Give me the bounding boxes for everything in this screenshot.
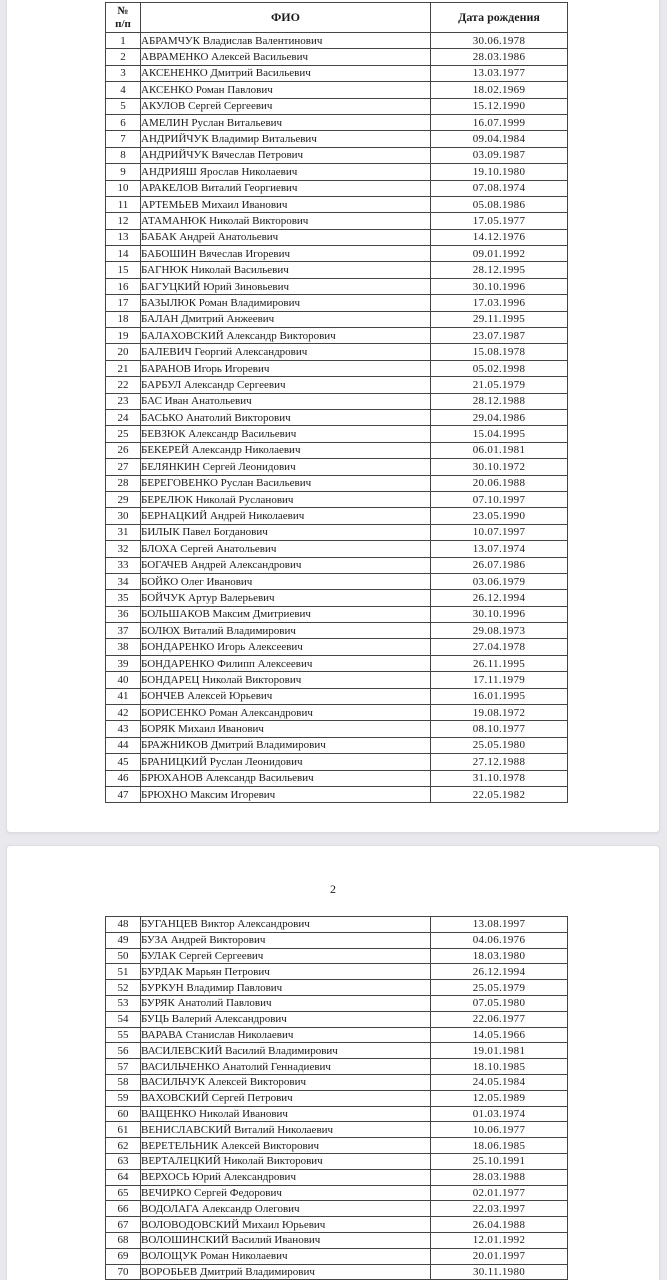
row-number: 22 xyxy=(106,377,141,393)
row-number: 33 xyxy=(106,557,141,573)
person-name: АМЕЛИН Руслан Витальевич xyxy=(141,114,431,130)
person-name: БОНДАРЕЦ Николай Викторович xyxy=(141,672,431,688)
birth-date: 24.05.1984 xyxy=(431,1074,568,1090)
table-row xyxy=(106,229,568,245)
person-name: БЕЛЯНКИН Сергей Леонидович xyxy=(141,459,431,475)
row-number: 1 xyxy=(106,33,141,49)
row-number: 44 xyxy=(106,737,141,753)
row-number: 35 xyxy=(106,590,141,606)
table-row xyxy=(106,672,568,688)
birth-date: 02.01.1977 xyxy=(431,1185,568,1201)
person-name: ВЕНИСЛАВСКИЙ Виталий Николаевич xyxy=(141,1122,431,1138)
person-name: БУГАНЦЕВ Виктор Александрович xyxy=(141,917,431,933)
row-number: 10 xyxy=(106,180,141,196)
birth-date: 22.03.1997 xyxy=(431,1201,568,1217)
table-row xyxy=(106,1153,568,1169)
birth-date: 09.04.1984 xyxy=(431,131,568,147)
birth-date: 03.09.1987 xyxy=(431,147,568,163)
table-row xyxy=(106,1027,568,1043)
row-number: 64 xyxy=(106,1169,141,1185)
table-row xyxy=(106,786,568,802)
table-row xyxy=(106,932,568,948)
person-name: ВЕЧИРКО Сергей Федорович xyxy=(141,1185,431,1201)
table-row xyxy=(106,623,568,639)
birth-date: 03.06.1979 xyxy=(431,573,568,589)
birth-date: 25.10.1991 xyxy=(431,1153,568,1169)
birth-date: 14.12.1976 xyxy=(431,229,568,245)
table-row xyxy=(106,82,568,98)
table-row xyxy=(106,409,568,425)
birth-date: 26.12.1994 xyxy=(431,964,568,980)
person-name: БОЙКО Олег Иванович xyxy=(141,573,431,589)
row-number: 63 xyxy=(106,1153,141,1169)
person-name: БРЮХНО Максим Игоревич xyxy=(141,786,431,802)
birth-date: 30.10.1996 xyxy=(431,278,568,294)
table-row xyxy=(106,508,568,524)
person-name: АНДРИЯШ Ярослав Николаевич xyxy=(141,164,431,180)
birth-date: 07.08.1974 xyxy=(431,180,568,196)
birth-date: 19.08.1972 xyxy=(431,705,568,721)
table-row xyxy=(106,475,568,491)
table-row xyxy=(106,754,568,770)
column-header-birthdate: Дата рождения xyxy=(431,3,568,33)
row-number: 59 xyxy=(106,1090,141,1106)
row-number: 19 xyxy=(106,328,141,344)
table-row xyxy=(106,65,568,81)
birth-date: 31.10.1978 xyxy=(431,770,568,786)
table-row xyxy=(106,360,568,376)
table-row xyxy=(106,1169,568,1185)
birth-date: 16.01.1995 xyxy=(431,688,568,704)
person-name: БУРЯК Анатолий Павлович xyxy=(141,995,431,1011)
row-number: 29 xyxy=(106,491,141,507)
row-number: 21 xyxy=(106,360,141,376)
table-row xyxy=(106,295,568,311)
roster-table-page-1 xyxy=(105,2,568,803)
row-number: 2 xyxy=(106,49,141,65)
birth-date: 28.12.1995 xyxy=(431,262,568,278)
table-row xyxy=(106,131,568,147)
person-name: БОРИСЕНКО Роман Александрович xyxy=(141,705,431,721)
row-number: 13 xyxy=(106,229,141,245)
row-number: 69 xyxy=(106,1248,141,1264)
person-name: БАГУЦКИЙ Юрий Зиновьевич xyxy=(141,278,431,294)
birth-date: 30.10.1996 xyxy=(431,606,568,622)
birth-date: 22.06.1977 xyxy=(431,1011,568,1027)
row-number: 46 xyxy=(106,770,141,786)
table-row xyxy=(106,688,568,704)
birth-date: 26.11.1995 xyxy=(431,655,568,671)
table-row xyxy=(106,393,568,409)
table-row xyxy=(106,196,568,212)
person-name: БОНДАРЕНКО Филипп Алексеевич xyxy=(141,655,431,671)
document-page-1 xyxy=(6,0,660,833)
birth-date: 28.03.1988 xyxy=(431,1169,568,1185)
person-name: БАСЬКО Анатолий Викторович xyxy=(141,409,431,425)
birth-date: 15.12.1990 xyxy=(431,98,568,114)
row-number: 27 xyxy=(106,459,141,475)
birth-date: 10.07.1997 xyxy=(431,524,568,540)
person-name: БАРАНОВ Игорь Игоревич xyxy=(141,360,431,376)
person-name: ВАСИЛЬЧЕНКО Анатолий Геннадиевич xyxy=(141,1059,431,1075)
table-row xyxy=(106,344,568,360)
person-name: ВОЛОЩУК Роман Николаевич xyxy=(141,1248,431,1264)
row-number: 31 xyxy=(106,524,141,540)
person-name: АБРАМЧУК Владислав Валентинович xyxy=(141,33,431,49)
person-name: ВАСИЛЬЧУК Алексей Викторович xyxy=(141,1074,431,1090)
row-number: 17 xyxy=(106,295,141,311)
table-row xyxy=(106,980,568,996)
person-name: БЕРЕЛЮК Николай Русланович xyxy=(141,491,431,507)
table-header-row xyxy=(106,3,568,33)
birth-date: 12.05.1989 xyxy=(431,1090,568,1106)
birth-date: 07.10.1997 xyxy=(431,491,568,507)
table-row xyxy=(106,246,568,262)
person-name: АНДРИЙЧУК Вячеслав Петрович xyxy=(141,147,431,163)
table-row xyxy=(106,459,568,475)
table-row xyxy=(106,541,568,557)
person-name: БЕРНАЦКИЙ Андрей Николаевич xyxy=(141,508,431,524)
birth-date: 13.07.1974 xyxy=(431,541,568,557)
person-name: БРЮХАНОВ Александр Васильевич xyxy=(141,770,431,786)
birth-date: 12.01.1992 xyxy=(431,1232,568,1248)
person-name: БОРЯК Михаил Иванович xyxy=(141,721,431,737)
person-name: ВАСИЛЕВСКИЙ Василий Владимирович xyxy=(141,1043,431,1059)
birth-date: 25.05.1980 xyxy=(431,737,568,753)
birth-date: 18.06.1985 xyxy=(431,1138,568,1154)
birth-date: 29.11.1995 xyxy=(431,311,568,327)
birth-date: 26.04.1988 xyxy=(431,1217,568,1233)
person-name: ВЕРХОСЬ Юрий Александрович xyxy=(141,1169,431,1185)
person-name: ВОРОБЬЕВ Дмитрий Владимирович xyxy=(141,1264,431,1280)
birth-date: 13.03.1977 xyxy=(431,65,568,81)
row-number: 65 xyxy=(106,1185,141,1201)
table-row xyxy=(106,573,568,589)
table-row xyxy=(106,770,568,786)
roster-table-page-2 xyxy=(105,916,568,1280)
person-name: БАБАК Андрей Анатольевич xyxy=(141,229,431,245)
person-name: БАЛЕВИЧ Георгий Александрович xyxy=(141,344,431,360)
person-name: БАБОШИН Вячеслав Игоревич xyxy=(141,246,431,262)
birth-date: 17.05.1977 xyxy=(431,213,568,229)
person-name: ВЕРТАЛЕЦКИЙ Николай Викторович xyxy=(141,1153,431,1169)
table-row xyxy=(106,524,568,540)
person-name: БЕРЕГОВЕНКО Руслан Васильевич xyxy=(141,475,431,491)
row-number: 47 xyxy=(106,786,141,802)
person-name: БОЛЬШАКОВ Максим Дмитриевич xyxy=(141,606,431,622)
table-row xyxy=(106,98,568,114)
row-number: 15 xyxy=(106,262,141,278)
row-number: 36 xyxy=(106,606,141,622)
birth-date: 23.07.1987 xyxy=(431,328,568,344)
person-name: ВАРАВА Станислав Николаевич xyxy=(141,1027,431,1043)
birth-date: 30.11.1980 xyxy=(431,1264,568,1280)
row-number: 23 xyxy=(106,393,141,409)
person-name: АНДРИЙЧУК Владимир Витальевич xyxy=(141,131,431,147)
table-row xyxy=(106,948,568,964)
row-number: 62 xyxy=(106,1138,141,1154)
row-number: 32 xyxy=(106,541,141,557)
person-name: БОГАЧЕВ Андрей Александрович xyxy=(141,557,431,573)
person-name: БУЗА Андрей Викторович xyxy=(141,932,431,948)
person-name: БЕВЗЮК Александр Васильевич xyxy=(141,426,431,442)
birth-date: 14.05.1966 xyxy=(431,1027,568,1043)
person-name: БАЛАН Дмитрий Анжеевич xyxy=(141,311,431,327)
row-number: 70 xyxy=(106,1264,141,1280)
person-name: БУРДАК Марьян Петрович xyxy=(141,964,431,980)
birth-date: 27.12.1988 xyxy=(431,754,568,770)
row-number: 6 xyxy=(106,114,141,130)
row-number: 7 xyxy=(106,131,141,147)
row-number: 5 xyxy=(106,98,141,114)
table-row xyxy=(106,1232,568,1248)
row-number: 3 xyxy=(106,65,141,81)
table-row xyxy=(106,590,568,606)
person-name: АРТЕМЬЕВ Михаил Иванович xyxy=(141,196,431,212)
person-name: БРАЖНИКОВ Дмитрий Владимирович xyxy=(141,737,431,753)
table-row xyxy=(106,1059,568,1075)
table-row xyxy=(106,262,568,278)
person-name: АВРАМЕНКО Алексей Васильевич xyxy=(141,49,431,65)
table-row xyxy=(106,557,568,573)
table-row xyxy=(106,1138,568,1154)
table-row xyxy=(106,1264,568,1280)
row-number: 55 xyxy=(106,1027,141,1043)
table-row xyxy=(106,114,568,130)
table-row xyxy=(106,328,568,344)
birth-date: 09.01.1992 xyxy=(431,246,568,262)
page-number-label: 2 xyxy=(330,882,336,896)
row-number: 68 xyxy=(106,1232,141,1248)
row-number: 26 xyxy=(106,442,141,458)
table-row xyxy=(106,1106,568,1122)
row-number: 28 xyxy=(106,475,141,491)
birth-date: 01.03.1974 xyxy=(431,1106,568,1122)
birth-date: 22.05.1982 xyxy=(431,786,568,802)
birth-date: 27.04.1978 xyxy=(431,639,568,655)
person-name: АКСЕНЕНКО Дмитрий Васильевич xyxy=(141,65,431,81)
roster-rows-page-1 xyxy=(106,33,568,803)
birth-date: 25.05.1979 xyxy=(431,980,568,996)
table-row xyxy=(106,964,568,980)
row-number: 34 xyxy=(106,573,141,589)
row-number: 24 xyxy=(106,409,141,425)
birth-date: 05.08.1986 xyxy=(431,196,568,212)
person-name: ВОЛОШИНСКИЙ Василий Иванович xyxy=(141,1232,431,1248)
row-number: 57 xyxy=(106,1059,141,1075)
birth-date: 26.07.1986 xyxy=(431,557,568,573)
birth-date: 21.05.1979 xyxy=(431,377,568,393)
table-row xyxy=(106,606,568,622)
row-number: 30 xyxy=(106,508,141,524)
person-name: БУЦЬ Валерий Александрович xyxy=(141,1011,431,1027)
birth-date: 18.10.1985 xyxy=(431,1059,568,1075)
column-header-number-line2: п/п xyxy=(115,17,131,30)
row-number: 40 xyxy=(106,672,141,688)
column-header-number-line1: № xyxy=(117,5,129,17)
row-number: 38 xyxy=(106,639,141,655)
person-name: АКСЕНКО Роман Павлович xyxy=(141,82,431,98)
row-number: 41 xyxy=(106,688,141,704)
person-name: БУРКУН Владимир Павлович xyxy=(141,980,431,996)
row-number: 52 xyxy=(106,980,141,996)
table-row xyxy=(106,639,568,655)
row-number: 18 xyxy=(106,311,141,327)
person-name: БОНЧЕВ Алексей Юрьевич xyxy=(141,688,431,704)
table-row xyxy=(106,1201,568,1217)
birth-date: 29.04.1986 xyxy=(431,409,568,425)
table-row xyxy=(106,1217,568,1233)
person-name: БАРБУЛ Александр Сергеевич xyxy=(141,377,431,393)
person-name: БОНДАРЕНКО Игорь Алексеевич xyxy=(141,639,431,655)
person-name: БОЙЧУК Артур Валерьевич xyxy=(141,590,431,606)
table-row xyxy=(106,1074,568,1090)
table-row xyxy=(106,442,568,458)
birth-date: 30.10.1972 xyxy=(431,459,568,475)
document-page-2 xyxy=(6,845,660,1280)
row-number: 37 xyxy=(106,623,141,639)
person-name: БЛОХА Сергей Анатольевич xyxy=(141,541,431,557)
table-row xyxy=(106,147,568,163)
birth-date: 04.06.1976 xyxy=(431,932,568,948)
person-name: АТАМАНЮК Николай Викторович xyxy=(141,213,431,229)
table-row xyxy=(106,737,568,753)
birth-date: 05.02.1998 xyxy=(431,360,568,376)
person-name: БУЛАК Сергей Сергеевич xyxy=(141,948,431,964)
person-name: БОЛЮХ Виталий Владимирович xyxy=(141,623,431,639)
table-row xyxy=(106,995,568,1011)
person-name: АКУЛОВ Сергей Сергеевич xyxy=(141,98,431,114)
person-name: ВОЛОВОДОВСКИЙ Михаил Юрьевич xyxy=(141,1217,431,1233)
person-name: БАС Иван Анатольевич xyxy=(141,393,431,409)
row-number: 51 xyxy=(106,964,141,980)
birth-date: 20.06.1988 xyxy=(431,475,568,491)
table-row xyxy=(106,1043,568,1059)
table-row xyxy=(106,426,568,442)
birth-date: 13.08.1997 xyxy=(431,917,568,933)
birth-date: 28.12.1988 xyxy=(431,393,568,409)
row-number: 53 xyxy=(106,995,141,1011)
birth-date: 08.10.1977 xyxy=(431,721,568,737)
row-number: 11 xyxy=(106,196,141,212)
row-number: 58 xyxy=(106,1074,141,1090)
row-number: 48 xyxy=(106,917,141,933)
row-number: 16 xyxy=(106,278,141,294)
roster-rows-page-2 xyxy=(106,917,568,1280)
birth-date: 20.01.1997 xyxy=(431,1248,568,1264)
row-number: 67 xyxy=(106,1217,141,1233)
birth-date: 23.05.1990 xyxy=(431,508,568,524)
table-row xyxy=(106,917,568,933)
birth-date: 16.07.1999 xyxy=(431,114,568,130)
row-number: 9 xyxy=(106,164,141,180)
birth-date: 10.06.1977 xyxy=(431,1122,568,1138)
row-number: 20 xyxy=(106,344,141,360)
table-row xyxy=(106,49,568,65)
row-number: 45 xyxy=(106,754,141,770)
birth-date: 30.06.1978 xyxy=(431,33,568,49)
row-number: 61 xyxy=(106,1122,141,1138)
table-row xyxy=(106,491,568,507)
birth-date: 29.08.1973 xyxy=(431,623,568,639)
birth-date: 18.03.1980 xyxy=(431,948,568,964)
table-row xyxy=(106,1122,568,1138)
row-number: 4 xyxy=(106,82,141,98)
birth-date: 19.10.1980 xyxy=(431,164,568,180)
birth-date: 15.08.1978 xyxy=(431,344,568,360)
birth-date: 26.12.1994 xyxy=(431,590,568,606)
birth-date: 06.01.1981 xyxy=(431,442,568,458)
table-row xyxy=(106,213,568,229)
row-number: 54 xyxy=(106,1011,141,1027)
table-row xyxy=(106,278,568,294)
person-name: ВАЩЕНКО Николай Иванович xyxy=(141,1106,431,1122)
birth-date: 28.03.1986 xyxy=(431,49,568,65)
row-number: 50 xyxy=(106,948,141,964)
row-number: 14 xyxy=(106,246,141,262)
table-row xyxy=(106,33,568,49)
birth-date: 19.01.1981 xyxy=(431,1043,568,1059)
table-row xyxy=(106,180,568,196)
row-number: 25 xyxy=(106,426,141,442)
table-row xyxy=(106,377,568,393)
row-number: 8 xyxy=(106,147,141,163)
birth-date: 07.05.1980 xyxy=(431,995,568,1011)
table-row xyxy=(106,1011,568,1027)
table-row xyxy=(106,655,568,671)
person-name: БИЛЫК Павел Богданович xyxy=(141,524,431,540)
row-number: 12 xyxy=(106,213,141,229)
table-row xyxy=(106,705,568,721)
table-row xyxy=(106,164,568,180)
table-row xyxy=(106,1185,568,1201)
table-row xyxy=(106,1248,568,1264)
person-name: ВЕРЕТЕЛЬНИК Алексей Викторович xyxy=(141,1138,431,1154)
person-name: ВОДОЛАГА Александр Олегович xyxy=(141,1201,431,1217)
person-name: БАГНЮК Николай Васильевич xyxy=(141,262,431,278)
birth-date: 15.04.1995 xyxy=(431,426,568,442)
row-number: 56 xyxy=(106,1043,141,1059)
person-name: ВАХОВСКИЙ Сергей Петрович xyxy=(141,1090,431,1106)
person-name: БЕКЕРЕЙ Александр Николаевич xyxy=(141,442,431,458)
row-number: 39 xyxy=(106,655,141,671)
person-name: БРАНИЦКИЙ Руслан Леонидович xyxy=(141,754,431,770)
row-number: 60 xyxy=(106,1106,141,1122)
birth-date: 17.03.1996 xyxy=(431,295,568,311)
column-header-name: ФИО xyxy=(141,3,431,33)
table-row xyxy=(106,311,568,327)
table-row xyxy=(106,1090,568,1106)
birth-date: 18.02.1969 xyxy=(431,82,568,98)
row-number: 43 xyxy=(106,721,141,737)
person-name: БАЗЫЛЮК Роман Владимирович xyxy=(141,295,431,311)
column-header-number xyxy=(106,3,141,33)
birth-date: 17.11.1979 xyxy=(431,672,568,688)
person-name: АРАКЕЛОВ Виталий Георгиевич xyxy=(141,180,431,196)
person-name: БАЛАХОВСКИЙ Александр Викторович xyxy=(141,328,431,344)
row-number: 66 xyxy=(106,1201,141,1217)
row-number: 49 xyxy=(106,932,141,948)
table-row xyxy=(106,721,568,737)
row-number: 42 xyxy=(106,705,141,721)
